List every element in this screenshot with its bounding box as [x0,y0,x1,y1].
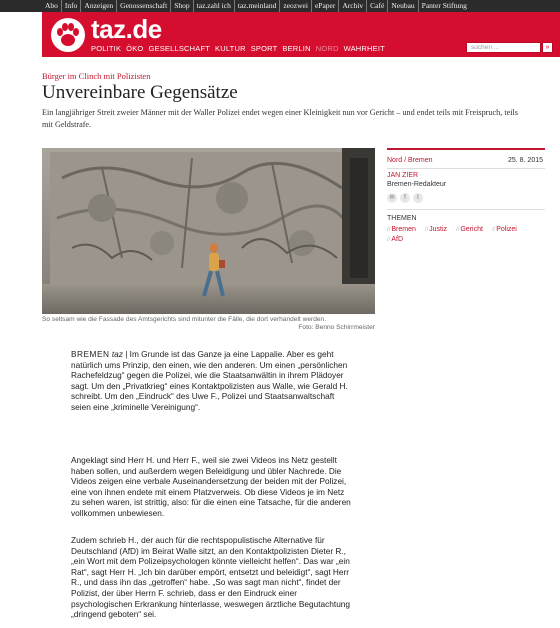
article-photo [42,148,375,314]
nav-item-oeko[interactable]: ÖKO [126,44,144,53]
site-header [42,12,560,57]
photo-caption: So seltsam wie die Fassade des Amtsgerichts sind mitunter die Fälle, die dort verhandelt werden. [42,316,327,323]
top-utility-bar [0,0,560,12]
nav-item-gesellschaft[interactable]: GESELLSCHAFT [148,44,211,53]
main-navigation [91,44,390,54]
sidebar-divider [387,209,545,210]
twitter-icon[interactable]: t [413,193,423,203]
taz-paw-logo-icon[interactable] [50,17,86,53]
tag-afd[interactable]: // AfD [387,235,403,245]
tag-justiz[interactable]: // Justiz [425,225,447,235]
topbar-link-genossenschaft[interactable]: Genossenschaft [117,0,171,12]
article-headline: Unvereinbare Gegensätze [42,82,238,103]
author-name[interactable]: JAN ZIER [387,172,419,179]
topbar-link-cafe[interactable]: Café [367,0,388,12]
topbar-link-info[interactable]: Info [62,0,82,12]
topbar-link-zeozwei[interactable]: zeozwei [280,0,312,12]
dateline-city: BREMEN [71,349,110,359]
topbar-link-anzeigen[interactable]: Anzeigen [81,0,117,12]
dateline-source: taz [111,349,123,359]
nav-item-wahrheit[interactable]: WAHRHEIT [343,44,385,53]
paragraph-text: | Im Grunde ist das Ganze ja eine Lappalie. Aber es geht natürlich ums Prinzip, den einen, wie den anderen. Um einen „persönlichen Rachefeldzug“ gegen die Polizei, wie die Staatsanwältin in ihrem Plädoyer sagt. Um den „Privatkrieg“ eines Kontaktpolizisten aus Walle, wie Gerald H. schreibt. Um den „Eindruck“ des Uwe F., Polizei und Staatsanwaltschaft seien eine „kriminelle Vereinigung“. [71,349,348,412]
tag-gericht[interactable]: // Gericht [456,225,483,235]
mail-icon[interactable]: ✉ [387,193,397,203]
article-teaser: Ein langjähriger Streit zweier Männer mit der Waller Polizei endet wegen einer Kleinigkeit nun vor Gericht – und endet teils mit Freispruch, teils mit Geldstrafe. [42,108,518,129]
author-role: Bremen-Redakteur [387,181,447,188]
sidebar-divider [387,168,545,169]
nav-item-politik[interactable]: POLITIK [91,44,122,53]
topbar-link-neubau[interactable]: Neubau [388,0,418,12]
topbar-link-taz-zahl-ich[interactable]: taz.zahl ich [194,0,235,12]
section-breadcrumb[interactable]: Nord / Bremen [387,157,433,164]
topbar-link-taz-meinland[interactable]: taz.meinland [235,0,281,12]
tag-polizei[interactable]: // Polizei [492,225,517,235]
nav-item-berlin[interactable]: BERLIN [282,44,311,53]
topbar-links [42,0,470,12]
relief-facade-image [42,148,375,314]
tag-bremen[interactable]: // Bremen [387,225,416,235]
photo-credit: Foto: Benno Schirrmeister [298,324,375,331]
topic-tags [387,225,545,245]
search-submit-button[interactable]: » [542,42,553,53]
facebook-icon[interactable]: f [400,193,410,203]
article-kicker: Bürger im Clinch mit Polizisten [42,71,151,81]
article-paragraph: Angeklagt sind Herr H. und Herr F., weil sie zwei Videos ins Netz gestellt haben sollen, und außerdem wegen Beleidigung und übler Nachrede. Die Videos zeigen eine verbale Auseinandersetzung der beiden mit der Polizei, eine von ihnen endete mit einem Platzverweis. Ob diese Videos je im Netz zu sehen waren, ist strittig, also: für die einen eine Tatsache, für die anderen vollkommen unbewiesen. [71,455,351,518]
topbar-link-abo[interactable]: Abo [42,0,62,12]
themen-label: THEMEN [387,215,417,222]
nav-item-nord[interactable]: NORD [315,44,339,53]
nav-item-kultur[interactable]: KULTUR [215,44,246,53]
article-date: 25. 8. 2015 [507,157,543,164]
article-paragraph: Zudem schrieb H., der auch für die rechtspopulistische Alternative für Deutschland (AfD) im Beirat Walle sitzt, an den Kontaktpolizisten Dieter R., „ein Wort mit dem Polizeipsychologen könnte vielleicht helfen“. Das war „ein Rat“, sagt Herr H. „Ich bin darüber empört, entsetzt und beleidigt“, sagt Herr R., und dass ihn das „getroffen“ habe. „So was sagt man nicht“, findet der Polizist, der über Herrn F. schrieb, dass er den Eindruck einer psychologischen Erkrankung hinterlasse, weswegen ärztliche Begutachtung „dringend geboten“ sei. [71,535,351,620]
nav-item-sport[interactable]: SPORT [250,44,278,53]
sidebar-top-rule [387,148,545,150]
topbar-link-panter-stiftung[interactable]: Panter Stiftung [421,1,467,10]
topbar-link-archiv[interactable]: Archiv [339,0,367,12]
topbar-link-epaper[interactable]: ePaper [312,0,339,12]
topbar-link-shop[interactable]: Shop [171,0,193,12]
article-paragraph [71,349,351,413]
search-input[interactable]: suchen ... [466,42,541,53]
site-logo-text[interactable]: taz.de [91,14,162,44]
